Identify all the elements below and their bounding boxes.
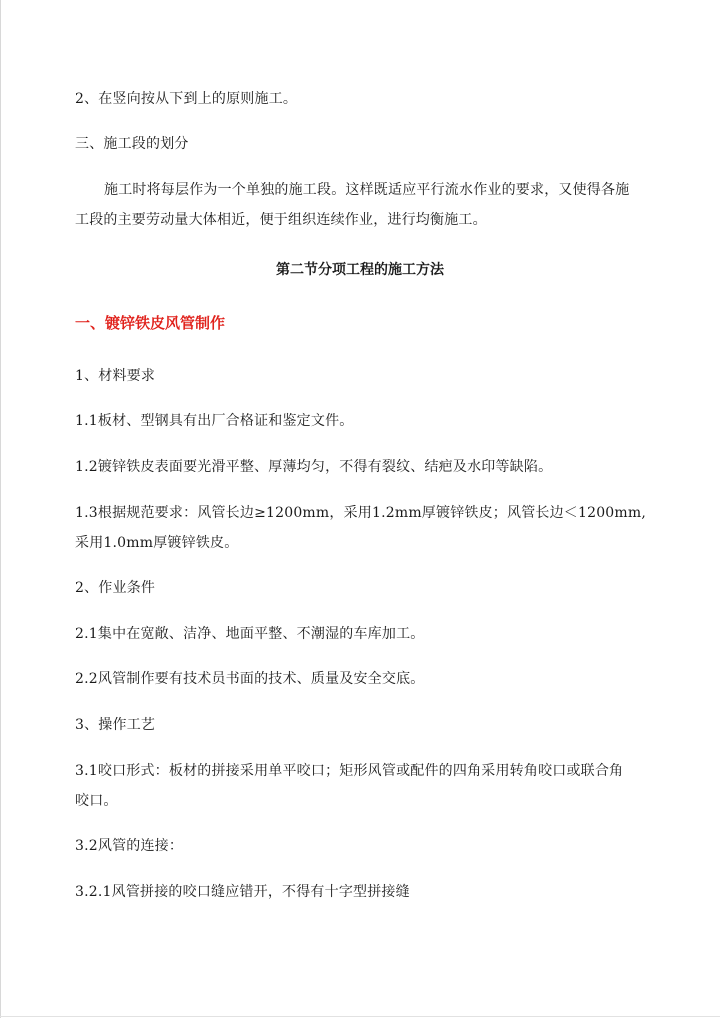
page-bottom-edge [0,1016,720,1017]
section-title: 第二节分项工程的施工方法 [276,262,444,278]
item-1-2: 1.2镀锌铁皮表面要光滑平整、厚薄均匀，不得有裂纹、结疤及水印等缺陷。 [75,459,553,475]
item-3-1-line1: 3.1咬口形式：板材的拼接采用单平咬口；矩形风管或配件的四角采用转角咬口或联合角 [75,763,624,779]
item-material-requirements: 1、材料要求 [75,368,156,384]
item-2-1: 2.1集中在宽敞、洁净、地面平整、不潮湿的车库加工。 [75,626,425,642]
item-work-conditions: 2、作业条件 [75,580,156,596]
heading-construction-sections: 三、施工段的划分 [75,136,189,152]
subsection-title: 一、镀锌铁皮风管制作 [75,314,226,332]
item-1-3-line2: 采用1.0mm厚镀锌铁皮。 [75,535,239,551]
item-1-1: 1.1板材、型钢具有出厂合格证和鉴定文件。 [75,413,354,429]
page-left-edge [0,0,1,1018]
item-3-1-line2: 咬口。 [75,793,118,809]
paragraph-sections-line2: 工段的主要劳动量大体相近，便于组织连续作业，进行均衡施工。 [75,212,487,228]
item-3-2-1: 3.2.1风管拼接的咬口缝应错开，不得有十字型拼接缝 [75,884,410,900]
item-operation-process: 3、操作工艺 [75,717,156,733]
paragraph-construction-principle: 2、在竖向按从下到上的原则施工。 [75,91,298,107]
item-2-2: 2.2风管制作要有技术员书面的技术、质量及安全交底。 [75,671,425,687]
item-1-3-line1: 1.3根据规范要求：风管长边≥1200mm，采用1.2mm厚镀锌铁皮；风管长边＜1200mm, [75,505,647,521]
paragraph-sections-line1: 施工时将每层作为一个单独的施工段。这样既适应平行流水作业的要求，又使得各施 [104,182,630,198]
item-3-2: 3.2风管的连接： [75,838,184,854]
